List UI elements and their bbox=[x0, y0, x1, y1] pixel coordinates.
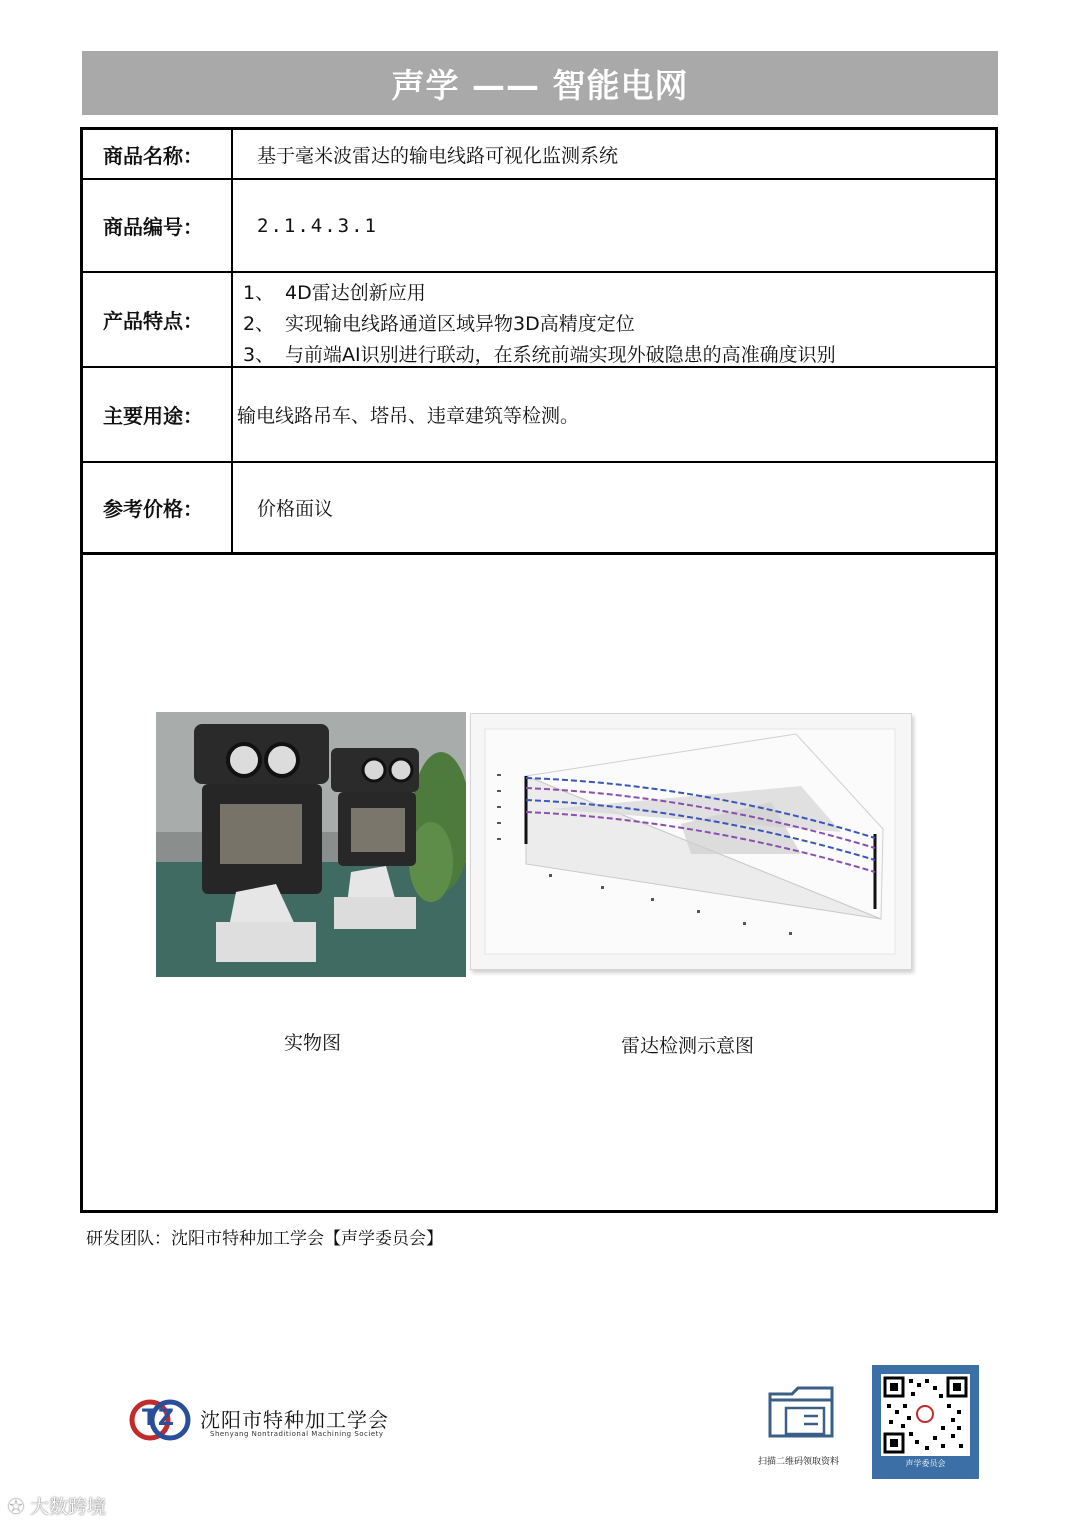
feature-item: 3、 与前端AI识别进行联动，在系统前端实现外破隐患的高准确度识别 bbox=[243, 344, 836, 366]
feature-item: 2、 实现输电线路通道区域异物3D高精度定位 bbox=[243, 313, 635, 335]
society-name-en: Shenyang Nontraditional Machining Society bbox=[210, 1430, 384, 1438]
logo-letters: TZ bbox=[142, 1406, 175, 1431]
qr-caption: 声学委员会 bbox=[905, 1459, 946, 1468]
watermark bbox=[8, 1492, 106, 1519]
page-title: 声学 —— 智能电网 bbox=[391, 65, 689, 105]
feature-item: 1、 4D雷达创新应用 bbox=[243, 282, 426, 304]
label-usage: 主要用途： bbox=[83, 368, 233, 461]
value-usage: 输电线路吊车、塔吊、违章建筑等检测。 bbox=[237, 405, 580, 427]
label-product-name: 商品名称： bbox=[83, 130, 233, 178]
row-usage bbox=[83, 368, 995, 463]
value-product-name: 基于毫米波雷达的输电线路可视化监测系统 bbox=[257, 144, 619, 167]
weibo-icon: ✪ bbox=[8, 1496, 24, 1518]
watermark-text: 大数跨境 bbox=[29, 1496, 106, 1518]
row-product-name bbox=[83, 130, 995, 180]
product-info-table bbox=[80, 127, 998, 1213]
dev-team: 研发团队：沈阳市特种加工学会【声学委员会】 bbox=[86, 1229, 443, 1249]
qr-code[interactable] bbox=[872, 1365, 979, 1479]
society-logo bbox=[128, 1398, 194, 1442]
row-product-code bbox=[83, 180, 995, 273]
value-product-code: 2.1.4.3.1 bbox=[257, 214, 378, 237]
label-features: 产品特点： bbox=[83, 273, 233, 366]
society-name: 沈阳市特种加工学会 bbox=[200, 1408, 389, 1432]
title-banner bbox=[82, 51, 998, 115]
row-price bbox=[83, 463, 995, 555]
folder-icon bbox=[766, 1384, 838, 1444]
product-photo bbox=[156, 712, 466, 977]
qr-code-pattern bbox=[881, 1374, 970, 1456]
value-price: 价格面议 bbox=[257, 498, 334, 520]
scan-qr-text: 扫描二维码领取资料 bbox=[758, 1457, 840, 1467]
radar-detection-diagram bbox=[470, 713, 912, 970]
features-list bbox=[243, 278, 836, 371]
label-product-code: 商品编号： bbox=[83, 180, 233, 271]
diagram-caption: 雷达检测示意图 bbox=[621, 1035, 755, 1057]
label-price: 参考价格： bbox=[83, 463, 233, 552]
photo-caption: 实物图 bbox=[284, 1032, 342, 1054]
